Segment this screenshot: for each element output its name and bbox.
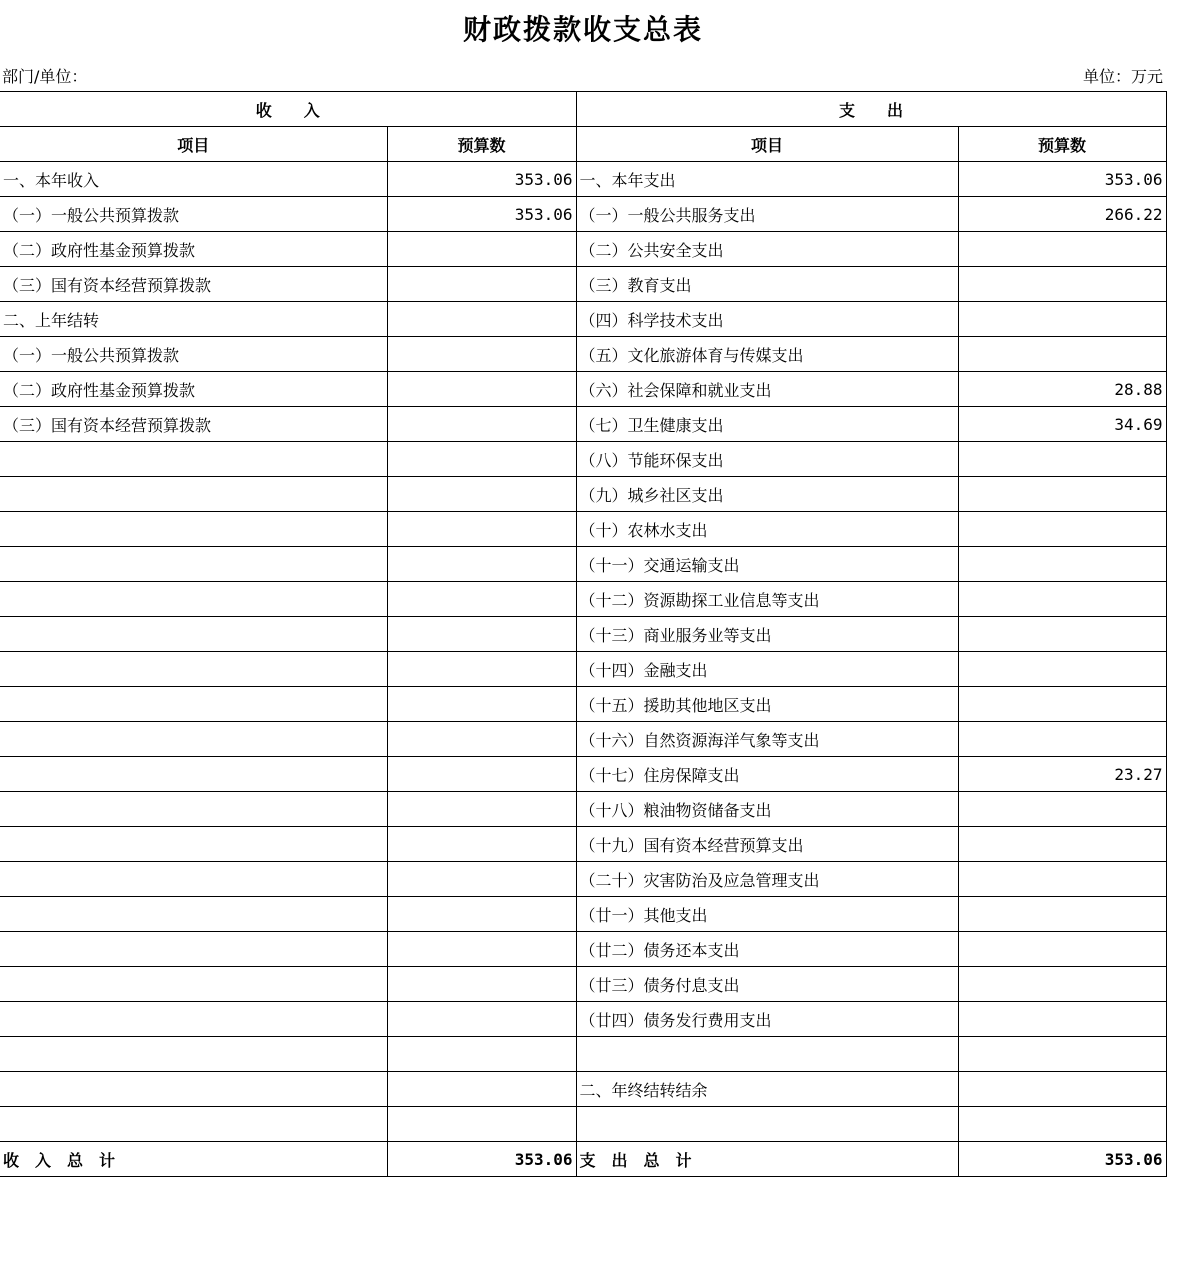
income-item-cell: （二）政府性基金预算拨款 — [0, 232, 387, 267]
income-amount-cell — [387, 757, 576, 792]
table-row — [0, 302, 1166, 337]
income-item-cell — [0, 967, 387, 1002]
income-item-cell: （一）一般公共预算拨款 — [0, 197, 387, 232]
expense-amount-cell — [958, 512, 1166, 547]
expense-amount-cell — [958, 827, 1166, 862]
table-row — [0, 617, 1166, 652]
expense-item-cell: （廿一）其他支出 — [576, 897, 958, 932]
expense-total-amount: 353.06 — [958, 1142, 1166, 1177]
expense-item-cell: （十三）商业服务业等支出 — [576, 617, 958, 652]
table-row — [0, 652, 1166, 687]
expense-item-cell: （八）节能环保支出 — [576, 442, 958, 477]
income-amount-cell — [387, 722, 576, 757]
expense-amount-cell — [958, 1107, 1166, 1142]
income-item-cell — [0, 687, 387, 722]
table-row — [0, 932, 1166, 967]
expense-amount-cell — [958, 722, 1166, 757]
income-amount-cell — [387, 652, 576, 687]
income-amount-cell — [387, 512, 576, 547]
income-amount-cell — [387, 477, 576, 512]
table-row — [0, 757, 1166, 792]
income-amount-cell — [387, 582, 576, 617]
table-row — [0, 897, 1166, 932]
table-row — [0, 477, 1166, 512]
table-row — [0, 1072, 1166, 1107]
expense-amount-cell — [958, 862, 1166, 897]
expense-item-cell — [576, 1037, 958, 1072]
income-amount-cell — [387, 547, 576, 582]
table-row — [0, 827, 1166, 862]
table-row — [0, 967, 1166, 1002]
income-total-amount: 353.06 — [387, 1142, 576, 1177]
expense-amount-cell — [958, 1002, 1166, 1037]
table-row — [0, 1037, 1166, 1072]
income-item-cell — [0, 932, 387, 967]
expense-item-cell: （十）农林水支出 — [576, 512, 958, 547]
income-total-label: 收 入 总 计 — [0, 1142, 387, 1177]
expense-item-cell: （十五）援助其他地区支出 — [576, 687, 958, 722]
expense-amount-cell: 353.06 — [958, 162, 1166, 197]
income-amount-cell — [387, 862, 576, 897]
table-row — [0, 197, 1166, 232]
income-amount-cell: 353.06 — [387, 162, 576, 197]
expense-item-cell: （十六）自然资源海洋气象等支出 — [576, 722, 958, 757]
income-item-cell: 一、本年收入 — [0, 162, 387, 197]
expense-item-cell: （二十）灾害防治及应急管理支出 — [576, 862, 958, 897]
expense-item-cell: （五）文化旅游体育与传媒支出 — [576, 337, 958, 372]
income-item-cell: 二、上年结转 — [0, 302, 387, 337]
expense-item-cell: （七）卫生健康支出 — [576, 407, 958, 442]
income-amount-cell — [387, 967, 576, 1002]
income-item-cell — [0, 1002, 387, 1037]
expense-item-cell: （三）教育支出 — [576, 267, 958, 302]
expense-item-cell — [576, 1107, 958, 1142]
income-item-cell — [0, 1072, 387, 1107]
income-amount-cell — [387, 1002, 576, 1037]
expense-amount-header: 预算数 — [958, 127, 1166, 162]
expense-amount-cell — [958, 1072, 1166, 1107]
income-amount-cell — [387, 442, 576, 477]
income-amount-cell — [387, 372, 576, 407]
expense-item-cell: （十一）交通运输支出 — [576, 547, 958, 582]
expense-amount-cell: 28.88 — [958, 372, 1166, 407]
expense-amount-cell — [958, 792, 1166, 827]
income-amount-cell — [387, 617, 576, 652]
income-item-cell: （二）政府性基金预算拨款 — [0, 372, 387, 407]
table-row — [0, 232, 1166, 267]
section-header-row — [0, 92, 1166, 127]
department-label: 部门/单位： — [2, 67, 88, 86]
income-item-cell — [0, 652, 387, 687]
expense-item-cell: （十八）粮油物资储备支出 — [576, 792, 958, 827]
expense-item-cell: （十七）住房保障支出 — [576, 757, 958, 792]
table-row — [0, 722, 1166, 757]
expense-amount-cell — [958, 687, 1166, 722]
column-header-row — [0, 127, 1166, 162]
budget-table-body — [0, 92, 1166, 1177]
expense-amount-cell — [958, 1037, 1166, 1072]
income-item-header: 项目 — [0, 127, 387, 162]
income-item-cell — [0, 442, 387, 477]
income-amount-cell — [387, 302, 576, 337]
table-row — [0, 442, 1166, 477]
income-item-cell — [0, 722, 387, 757]
income-item-cell — [0, 757, 387, 792]
expense-item-cell: （九）城乡社区支出 — [576, 477, 958, 512]
table-row — [0, 407, 1166, 442]
income-item-cell — [0, 827, 387, 862]
expense-item-cell: （十四）金融支出 — [576, 652, 958, 687]
income-amount-cell — [387, 827, 576, 862]
expense-amount-cell: 266.22 — [958, 197, 1166, 232]
table-row — [0, 687, 1166, 722]
income-item-cell — [0, 512, 387, 547]
income-item-cell — [0, 897, 387, 932]
income-amount-header: 预算数 — [387, 127, 576, 162]
income-section-header: 收 入 — [0, 92, 576, 127]
expense-item-cell: （廿三）债务付息支出 — [576, 967, 958, 1002]
expense-amount-cell — [958, 337, 1166, 372]
table-row — [0, 547, 1166, 582]
expense-amount-cell — [958, 302, 1166, 337]
expense-amount-cell — [958, 932, 1166, 967]
table-row — [0, 372, 1166, 407]
expense-amount-cell — [958, 477, 1166, 512]
expense-amount-cell: 34.69 — [958, 407, 1166, 442]
expense-amount-cell — [958, 442, 1166, 477]
expense-amount-cell — [958, 967, 1166, 1002]
income-amount-cell — [387, 407, 576, 442]
expense-item-cell: 一、本年支出 — [576, 162, 958, 197]
income-amount-cell — [387, 1072, 576, 1107]
income-item-cell — [0, 792, 387, 827]
expense-item-header: 项目 — [576, 127, 958, 162]
income-amount-cell — [387, 337, 576, 372]
expense-item-cell: 二、年终结转结余 — [576, 1072, 958, 1107]
table-row — [0, 792, 1166, 827]
income-item-cell — [0, 1037, 387, 1072]
expense-item-cell: （廿二）债务还本支出 — [576, 932, 958, 967]
income-amount-cell — [387, 897, 576, 932]
table-row — [0, 582, 1166, 617]
expense-amount-cell — [958, 547, 1166, 582]
income-item-cell — [0, 1107, 387, 1142]
table-row — [0, 267, 1166, 302]
expense-section-header: 支 出 — [576, 92, 1166, 127]
income-item-cell — [0, 547, 387, 582]
unit-label: 单位：万元 — [1082, 67, 1163, 86]
expense-amount-cell: 23.27 — [958, 757, 1166, 792]
income-amount-cell: 353.06 — [387, 197, 576, 232]
totals-row — [0, 1142, 1166, 1177]
expense-amount-cell — [958, 267, 1166, 302]
income-item-cell — [0, 582, 387, 617]
table-row — [0, 512, 1166, 547]
expense-total-label: 支 出 总 计 — [576, 1142, 958, 1177]
expense-item-cell: （一）一般公共服务支出 — [576, 197, 958, 232]
income-amount-cell — [387, 1107, 576, 1142]
expense-item-cell: （四）科学技术支出 — [576, 302, 958, 337]
table-row — [0, 337, 1166, 372]
income-item-cell — [0, 862, 387, 897]
expense-item-cell: （廿四）债务发行费用支出 — [576, 1002, 958, 1037]
table-row — [0, 862, 1166, 897]
budget-table — [0, 91, 1167, 1177]
expense-amount-cell — [958, 617, 1166, 652]
income-item-cell: （三）国有资本经营预算拨款 — [0, 267, 387, 302]
table-row — [0, 162, 1166, 197]
income-amount-cell — [387, 1037, 576, 1072]
expense-item-cell: （六）社会保障和就业支出 — [576, 372, 958, 407]
expense-amount-cell — [958, 232, 1166, 267]
income-item-cell: （三）国有资本经营预算拨款 — [0, 407, 387, 442]
page-title: 财政拨款收支总表 — [462, 13, 703, 46]
income-amount-cell — [387, 932, 576, 967]
expense-amount-cell — [958, 897, 1166, 932]
expense-item-cell: （二）公共安全支出 — [576, 232, 958, 267]
table-row — [0, 1107, 1166, 1142]
table-row — [0, 1002, 1166, 1037]
income-amount-cell — [387, 267, 576, 302]
expense-item-cell: （十九）国有资本经营预算支出 — [576, 827, 958, 862]
income-item-cell — [0, 477, 387, 512]
income-amount-cell — [387, 792, 576, 827]
income-item-cell — [0, 617, 387, 652]
expense-item-cell: （十二）资源勘探工业信息等支出 — [576, 582, 958, 617]
income-item-cell: （一）一般公共预算拨款 — [0, 337, 387, 372]
expense-amount-cell — [958, 582, 1166, 617]
income-amount-cell — [387, 232, 576, 267]
expense-amount-cell — [958, 652, 1166, 687]
income-amount-cell — [387, 687, 576, 722]
